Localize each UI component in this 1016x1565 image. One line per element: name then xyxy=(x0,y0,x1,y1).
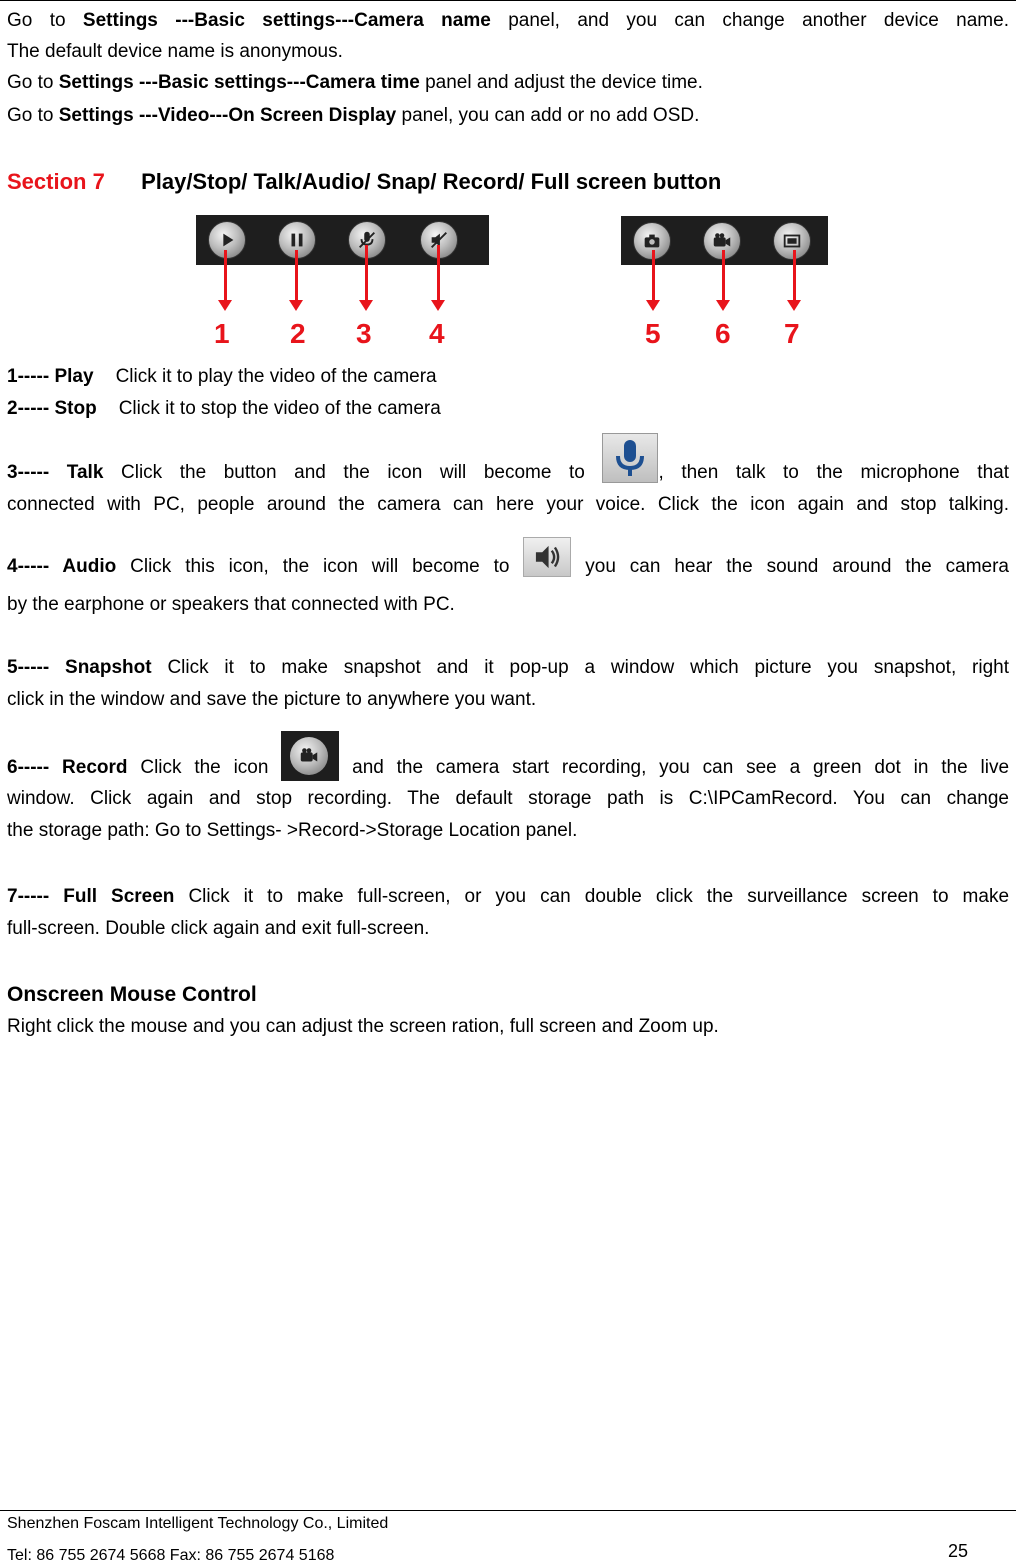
arrowhead-4 xyxy=(431,300,445,311)
figure-label-5: 5 xyxy=(645,318,661,349)
arrowhead-5 xyxy=(646,300,660,311)
footer-company: Shenzhen Foscam Intelligent Technology Co., Limited xyxy=(7,1515,389,1532)
item-audio-term: 4----- Audio xyxy=(7,556,117,577)
arrowhead-2 xyxy=(289,300,303,311)
item-talk-line-2: connected with PC, people around the camera can here your voice. Click the icon again and stop talking. xyxy=(7,494,1009,515)
audio-active-icon xyxy=(523,537,571,577)
item-play-term: 1----- Play xyxy=(7,366,94,387)
intro-line-1: Go to Settings ---Basic settings---Camera name panel, and you can change another device name. xyxy=(7,10,1009,31)
mouse-control-heading: Onscreen Mouse Control xyxy=(7,983,257,1006)
item-fullscreen-line-2: full-screen. Double click again and exit full-screen. xyxy=(7,918,430,939)
item-record-line-2: window. Click again and stop recording. The default storage path is C:\IPCamRecord. You can change xyxy=(7,788,1009,809)
fullscreen-icon xyxy=(781,230,803,252)
camera-icon xyxy=(641,230,663,252)
arrow-1 xyxy=(224,250,227,302)
figure-label-7: 7 xyxy=(784,318,800,349)
arrowhead-7 xyxy=(787,300,801,311)
item-talk-line-1: 3----- Talk Click the button and the icon will become to , then talk to the microphone that xyxy=(7,460,1009,486)
arrow-2 xyxy=(295,250,298,302)
item-fullscreen-line-1: 7----- Full Screen Click it to make full-screen, or you can double click the surveillance screen to make xyxy=(7,886,1010,907)
item-play-desc: Click it to play the video of the camera xyxy=(115,366,437,387)
arrow-6 xyxy=(722,250,725,302)
figure-label-1: 1 xyxy=(214,318,230,349)
section-title: Play/Stop/ Talk/Audio/ Snap/ Record/ Full screen button xyxy=(141,169,722,194)
figure-label-6: 6 xyxy=(715,318,731,349)
speaker-icon xyxy=(524,538,570,576)
item-record-term: 6----- Record xyxy=(7,757,128,779)
arrow-3 xyxy=(365,245,368,302)
item-audio-line-2: by the earphone or speakers that connected with PC. xyxy=(7,594,455,615)
arrow-4 xyxy=(437,245,440,302)
arrowhead-1 xyxy=(218,300,232,311)
microphone-icon xyxy=(603,434,657,482)
item-snapshot-term: 5----- Snapshot xyxy=(7,657,152,678)
mouse-control-text: Right click the mouse and you can adjust the screen ration, full screen and Zoom up. xyxy=(7,1016,719,1037)
item-snapshot-line-2: click in the window and save the picture to anywhere you want. xyxy=(7,689,537,710)
item-stop-term: 2----- Stop xyxy=(7,398,97,419)
figure-label-4: 4 xyxy=(429,318,445,349)
fullscreen-button[interactable] xyxy=(773,222,811,260)
footer-rule xyxy=(0,1510,1016,1511)
top-rule xyxy=(0,0,1016,1)
pause-icon xyxy=(286,229,308,251)
item-record-line-1: 6----- Record Click the icon and the camera start recording, you can see a green dot in the live xyxy=(7,755,1009,781)
figure-label-3: 3 xyxy=(356,318,372,349)
intro-line-3: Go to Settings ---Basic settings---Camera time panel and adjust the device time. xyxy=(7,72,703,93)
item-audio-line-1: 4----- Audio Click this icon, the icon will become to you can hear the sound around the camera xyxy=(7,554,1009,580)
footer-contact: Tel: 86 755 2674 5668 Fax: 86 755 2674 5168 xyxy=(7,1547,335,1564)
intro-line-2: The default device name is anonymous. xyxy=(7,41,343,62)
arrow-7 xyxy=(793,250,796,302)
section-number: Section 7 xyxy=(7,169,105,194)
arrowhead-6 xyxy=(716,300,730,311)
figure-label-2: 2 xyxy=(290,318,306,349)
item-play xyxy=(7,366,437,388)
intro-line-4: Go to Settings ---Video---On Screen Display panel, you can add or no add OSD. xyxy=(7,105,700,126)
arrowhead-3 xyxy=(359,300,373,311)
item-stop xyxy=(7,398,441,420)
section-heading xyxy=(7,169,721,195)
item-stop-desc: Click it to stop the video of the camera xyxy=(118,398,441,419)
play-button[interactable] xyxy=(208,221,246,259)
item-record-line-3: the storage path: Go to Settings- >Record->Storage Location panel. xyxy=(7,820,578,841)
page-number: 25 xyxy=(948,1541,969,1561)
video-camera-icon xyxy=(711,230,733,252)
item-fullscreen-term: 7----- Full Screen xyxy=(7,886,175,907)
item-snapshot-line-1: 5----- Snapshot Click it to make snapshot and it pop-up a window which picture you snapshot, right xyxy=(7,657,1010,678)
video-camera-icon xyxy=(298,745,320,767)
item-talk-term: 3----- Talk xyxy=(7,462,104,483)
record-icon-image xyxy=(281,731,339,781)
arrow-5 xyxy=(652,250,655,302)
talk-active-icon xyxy=(602,433,658,483)
playback-toolbar xyxy=(196,215,489,265)
play-icon xyxy=(216,229,238,251)
